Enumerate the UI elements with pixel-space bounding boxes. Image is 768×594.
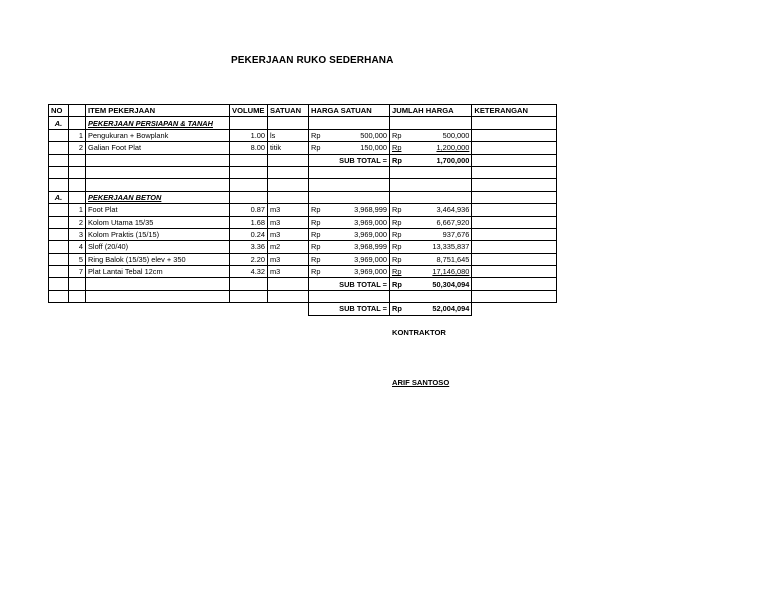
- header-volume: VOLUME: [230, 105, 268, 117]
- item-volume: 3.36: [230, 241, 268, 253]
- header-satuan: SATUAN: [268, 105, 309, 117]
- grand-total-row: [49, 303, 557, 315]
- item-unit: m3: [268, 253, 309, 265]
- item-unit: ls: [268, 129, 309, 141]
- item-unit-price: 3,969,000: [323, 216, 390, 228]
- header-jumlah-harga: JUMLAH HARGA: [390, 105, 472, 117]
- item-total: 500,000: [404, 129, 472, 141]
- currency-label: Rp: [390, 154, 404, 166]
- table-row: [49, 241, 557, 253]
- item-total: 1,200,000: [404, 142, 472, 154]
- item-name: Foot Plat: [86, 204, 230, 216]
- item-name: Kolom Utama 15/35: [86, 216, 230, 228]
- item-number: 2: [69, 142, 86, 154]
- empty-row: [49, 166, 557, 178]
- currency-label: Rp: [309, 204, 323, 216]
- currency-label: Rp: [390, 303, 404, 315]
- item-unit-price: 3,969,000: [323, 253, 390, 265]
- table-row: [49, 129, 557, 141]
- empty-row: [49, 290, 557, 302]
- item-name: Kolom Praktis (15/15): [86, 228, 230, 240]
- item-volume: 8.00: [230, 142, 268, 154]
- item-unit-price: 3,968,999: [323, 204, 390, 216]
- subtotal-row: [49, 154, 557, 166]
- item-name: Plat Lantai Tebal 12cm: [86, 266, 230, 278]
- currency-label: Rp: [390, 266, 404, 278]
- section-title: PEKERJAAN PERSIAPAN & TANAH: [86, 117, 230, 129]
- item-number: 3: [69, 228, 86, 240]
- currency-label: Rp: [309, 129, 323, 141]
- subtotal-value: 1,700,000: [404, 154, 472, 166]
- currency-label: Rp: [390, 253, 404, 265]
- currency-label: Rp: [309, 216, 323, 228]
- currency-label: Rp: [309, 228, 323, 240]
- subtotal-row: [49, 278, 557, 290]
- subtotal-label: SUB TOTAL =: [309, 278, 390, 290]
- currency-label: Rp: [390, 278, 404, 290]
- currency-label: Rp: [309, 266, 323, 278]
- currency-label: Rp: [390, 228, 404, 240]
- currency-label: Rp: [309, 241, 323, 253]
- item-volume: 4.32: [230, 266, 268, 278]
- section-row: [49, 191, 557, 203]
- item-number: 5: [69, 253, 86, 265]
- cost-table: [48, 104, 557, 316]
- item-volume: 2.20: [230, 253, 268, 265]
- currency-label: Rp: [390, 129, 404, 141]
- item-unit: m2: [268, 241, 309, 253]
- currency-label: Rp: [309, 142, 323, 154]
- item-unit: m3: [268, 204, 309, 216]
- header-row: [49, 105, 557, 117]
- table-row: [49, 204, 557, 216]
- item-total: 3,464,936: [404, 204, 472, 216]
- signature-role: KONTRAKTOR: [392, 328, 446, 337]
- item-name: Pengukuran + Bowplank: [86, 129, 230, 141]
- table-row: [49, 266, 557, 278]
- header-keterangan: KETERANGAN: [472, 105, 557, 117]
- currency-label: Rp: [390, 142, 404, 154]
- item-name: Sloff (20/40): [86, 241, 230, 253]
- item-number: 2: [69, 216, 86, 228]
- item-unit-price: 150,000: [323, 142, 390, 154]
- table-row: [49, 228, 557, 240]
- header-harga-satuan: HARGA SATUAN: [309, 105, 390, 117]
- item-total: 17,146,080: [404, 266, 472, 278]
- subtotal-value: 50,304,094: [404, 278, 472, 290]
- item-total: 6,667,920: [404, 216, 472, 228]
- item-unit: m3: [268, 216, 309, 228]
- section-number: A.: [49, 117, 69, 129]
- section-number: A.: [49, 191, 69, 203]
- item-number: 1: [69, 204, 86, 216]
- currency-label: Rp: [309, 253, 323, 265]
- header-item: ITEM PEKERJAAN: [86, 105, 230, 117]
- item-volume: 1.00: [230, 129, 268, 141]
- grand-total-value: 52,004,094: [404, 303, 472, 315]
- item-number: 7: [69, 266, 86, 278]
- item-unit: titik: [268, 142, 309, 154]
- currency-label: Rp: [390, 216, 404, 228]
- item-total: 13,335,837: [404, 241, 472, 253]
- signature-name: ARIF SANTOSO: [392, 378, 450, 387]
- item-volume: 1.68: [230, 216, 268, 228]
- item-unit-price: 3,969,000: [323, 228, 390, 240]
- header-no: NO: [49, 105, 69, 117]
- item-number: 1: [69, 129, 86, 141]
- section-row: [49, 117, 557, 129]
- item-unit: m3: [268, 228, 309, 240]
- empty-row: [49, 179, 557, 191]
- item-volume: 0.24: [230, 228, 268, 240]
- section-title: PEKERJAAN BETON: [86, 191, 230, 203]
- subtotal-label: SUB TOTAL =: [309, 154, 390, 166]
- item-unit-price: 3,969,000: [323, 266, 390, 278]
- item-name: Galian Foot Plat: [86, 142, 230, 154]
- table-row: [49, 253, 557, 265]
- table-row: [49, 142, 557, 154]
- item-number: 4: [69, 241, 86, 253]
- item-unit: m3: [268, 266, 309, 278]
- table-row: [49, 216, 557, 228]
- item-total: 937,676: [404, 228, 472, 240]
- item-volume: 0.87: [230, 204, 268, 216]
- item-unit-price: 3,968,999: [323, 241, 390, 253]
- currency-label: Rp: [390, 241, 404, 253]
- item-name: Ring Balok (15/35) elev + 350: [86, 253, 230, 265]
- document-title: PEKERJAAN RUKO SEDERHANA: [231, 55, 394, 66]
- currency-label: Rp: [390, 204, 404, 216]
- grand-total-label: SUB TOTAL =: [309, 303, 390, 315]
- item-total: 8,751,645: [404, 253, 472, 265]
- item-unit-price: 500,000: [323, 129, 390, 141]
